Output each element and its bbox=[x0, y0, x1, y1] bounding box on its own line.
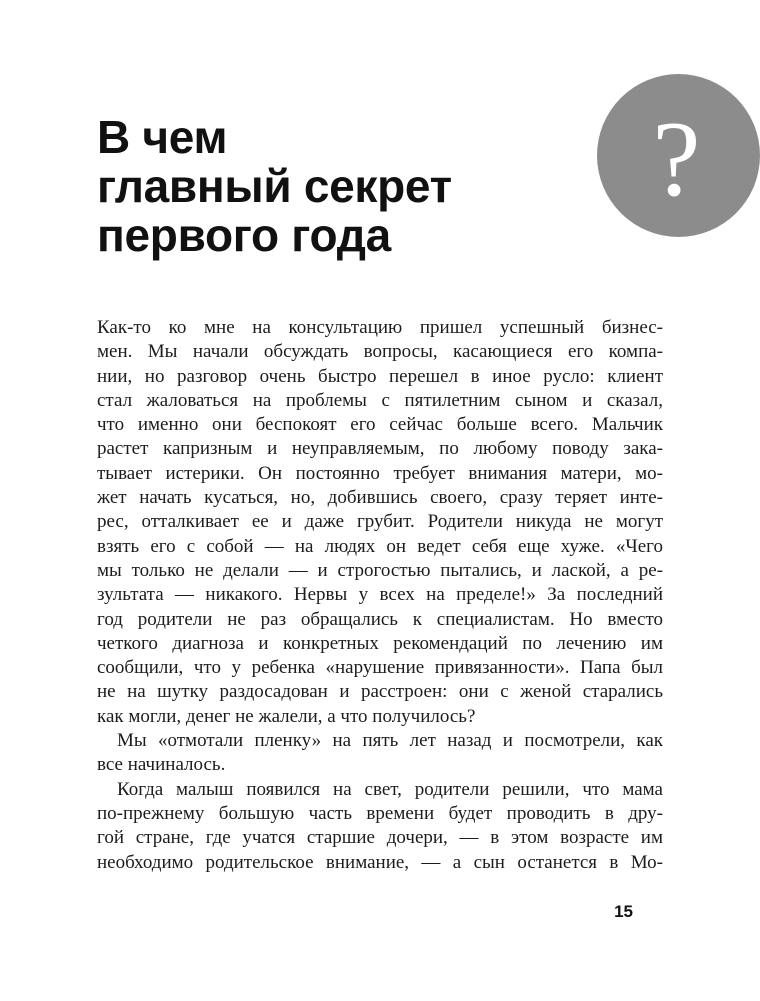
paragraph-3 bbox=[97, 778, 663, 875]
text-line: мы только не делали — и строгостью пытались, и лаской, а ре- bbox=[97, 559, 663, 581]
paragraph-1 bbox=[97, 316, 663, 729]
text-line: нии, но разговор очень быстро перешел в иное русло: клиент bbox=[97, 365, 663, 387]
text-line: стал жаловаться на проблемы с пятилетним сыном и сказал, bbox=[97, 389, 663, 411]
page-number: 15 bbox=[614, 902, 633, 921]
text-line: рес, отталкивает ее и даже грубит. Родители никуда не могут bbox=[97, 511, 663, 533]
text-line: взять его с собой — на людях он ведет себя еще хуже. «Чего bbox=[97, 535, 663, 557]
question-mark-icon: ? bbox=[652, 99, 701, 219]
question-badge bbox=[597, 74, 760, 237]
text-line: что именно они беспокоят его сейчас больше всего. Мальчик bbox=[97, 414, 663, 436]
text-line: сообщили, что у ребенка «нарушение привязанности». Папа был bbox=[97, 657, 663, 679]
text-line: как могли, денег не жалели, а что получилось? bbox=[97, 705, 476, 727]
text-line: тывает истерики. Он постоянно требует внимания матери, мо- bbox=[97, 462, 663, 484]
text-line: мен. Мы начали обсуждать вопросы, касающиеся его компа- bbox=[97, 341, 663, 363]
text-line: гой стране, где учатся старшие дочери, — в этом возрасте им bbox=[97, 827, 663, 849]
text-line: Когда малыш появился на свет, родители решили, что мама bbox=[117, 778, 663, 800]
text-line: четкого диагноза и конкретных рекомендаций по лечению им bbox=[97, 632, 663, 654]
chapter-title-line-3: первого года bbox=[97, 209, 391, 261]
text-line: не на шутку раздосадован и расстроен: они с женой старались bbox=[97, 681, 663, 703]
chapter-title-line-2: главный секрет bbox=[97, 160, 452, 212]
text-line: растет капризным и неуправляемым, по любому поводу зака- bbox=[97, 438, 663, 460]
text-line: по-прежнему большую часть времени будет проводить в дру- bbox=[97, 802, 663, 824]
chapter-title bbox=[97, 113, 452, 260]
text-line: Как-то ко мне на консультацию пришел успешный бизнес- bbox=[97, 317, 663, 338]
body-text bbox=[97, 316, 663, 875]
text-line: зультата — никакого. Нервы у всех на пределе!» За последний bbox=[97, 584, 663, 606]
chapter-title-line-1: В чем bbox=[97, 111, 228, 163]
paragraph-2 bbox=[97, 729, 663, 778]
text-line: год родители не раз обращались к специалистам. Но вместо bbox=[97, 608, 663, 630]
text-line: необходимо родительское внимание, — а сын останется в Мо- bbox=[97, 851, 663, 873]
text-line: жет начать кусаться, но, добившись своего, сразу теряет инте- bbox=[97, 487, 663, 509]
text-line: Мы «отмотали пленку» на пять лет назад и посмотрели, как bbox=[117, 730, 663, 752]
text-line: все начиналось. bbox=[97, 754, 226, 776]
